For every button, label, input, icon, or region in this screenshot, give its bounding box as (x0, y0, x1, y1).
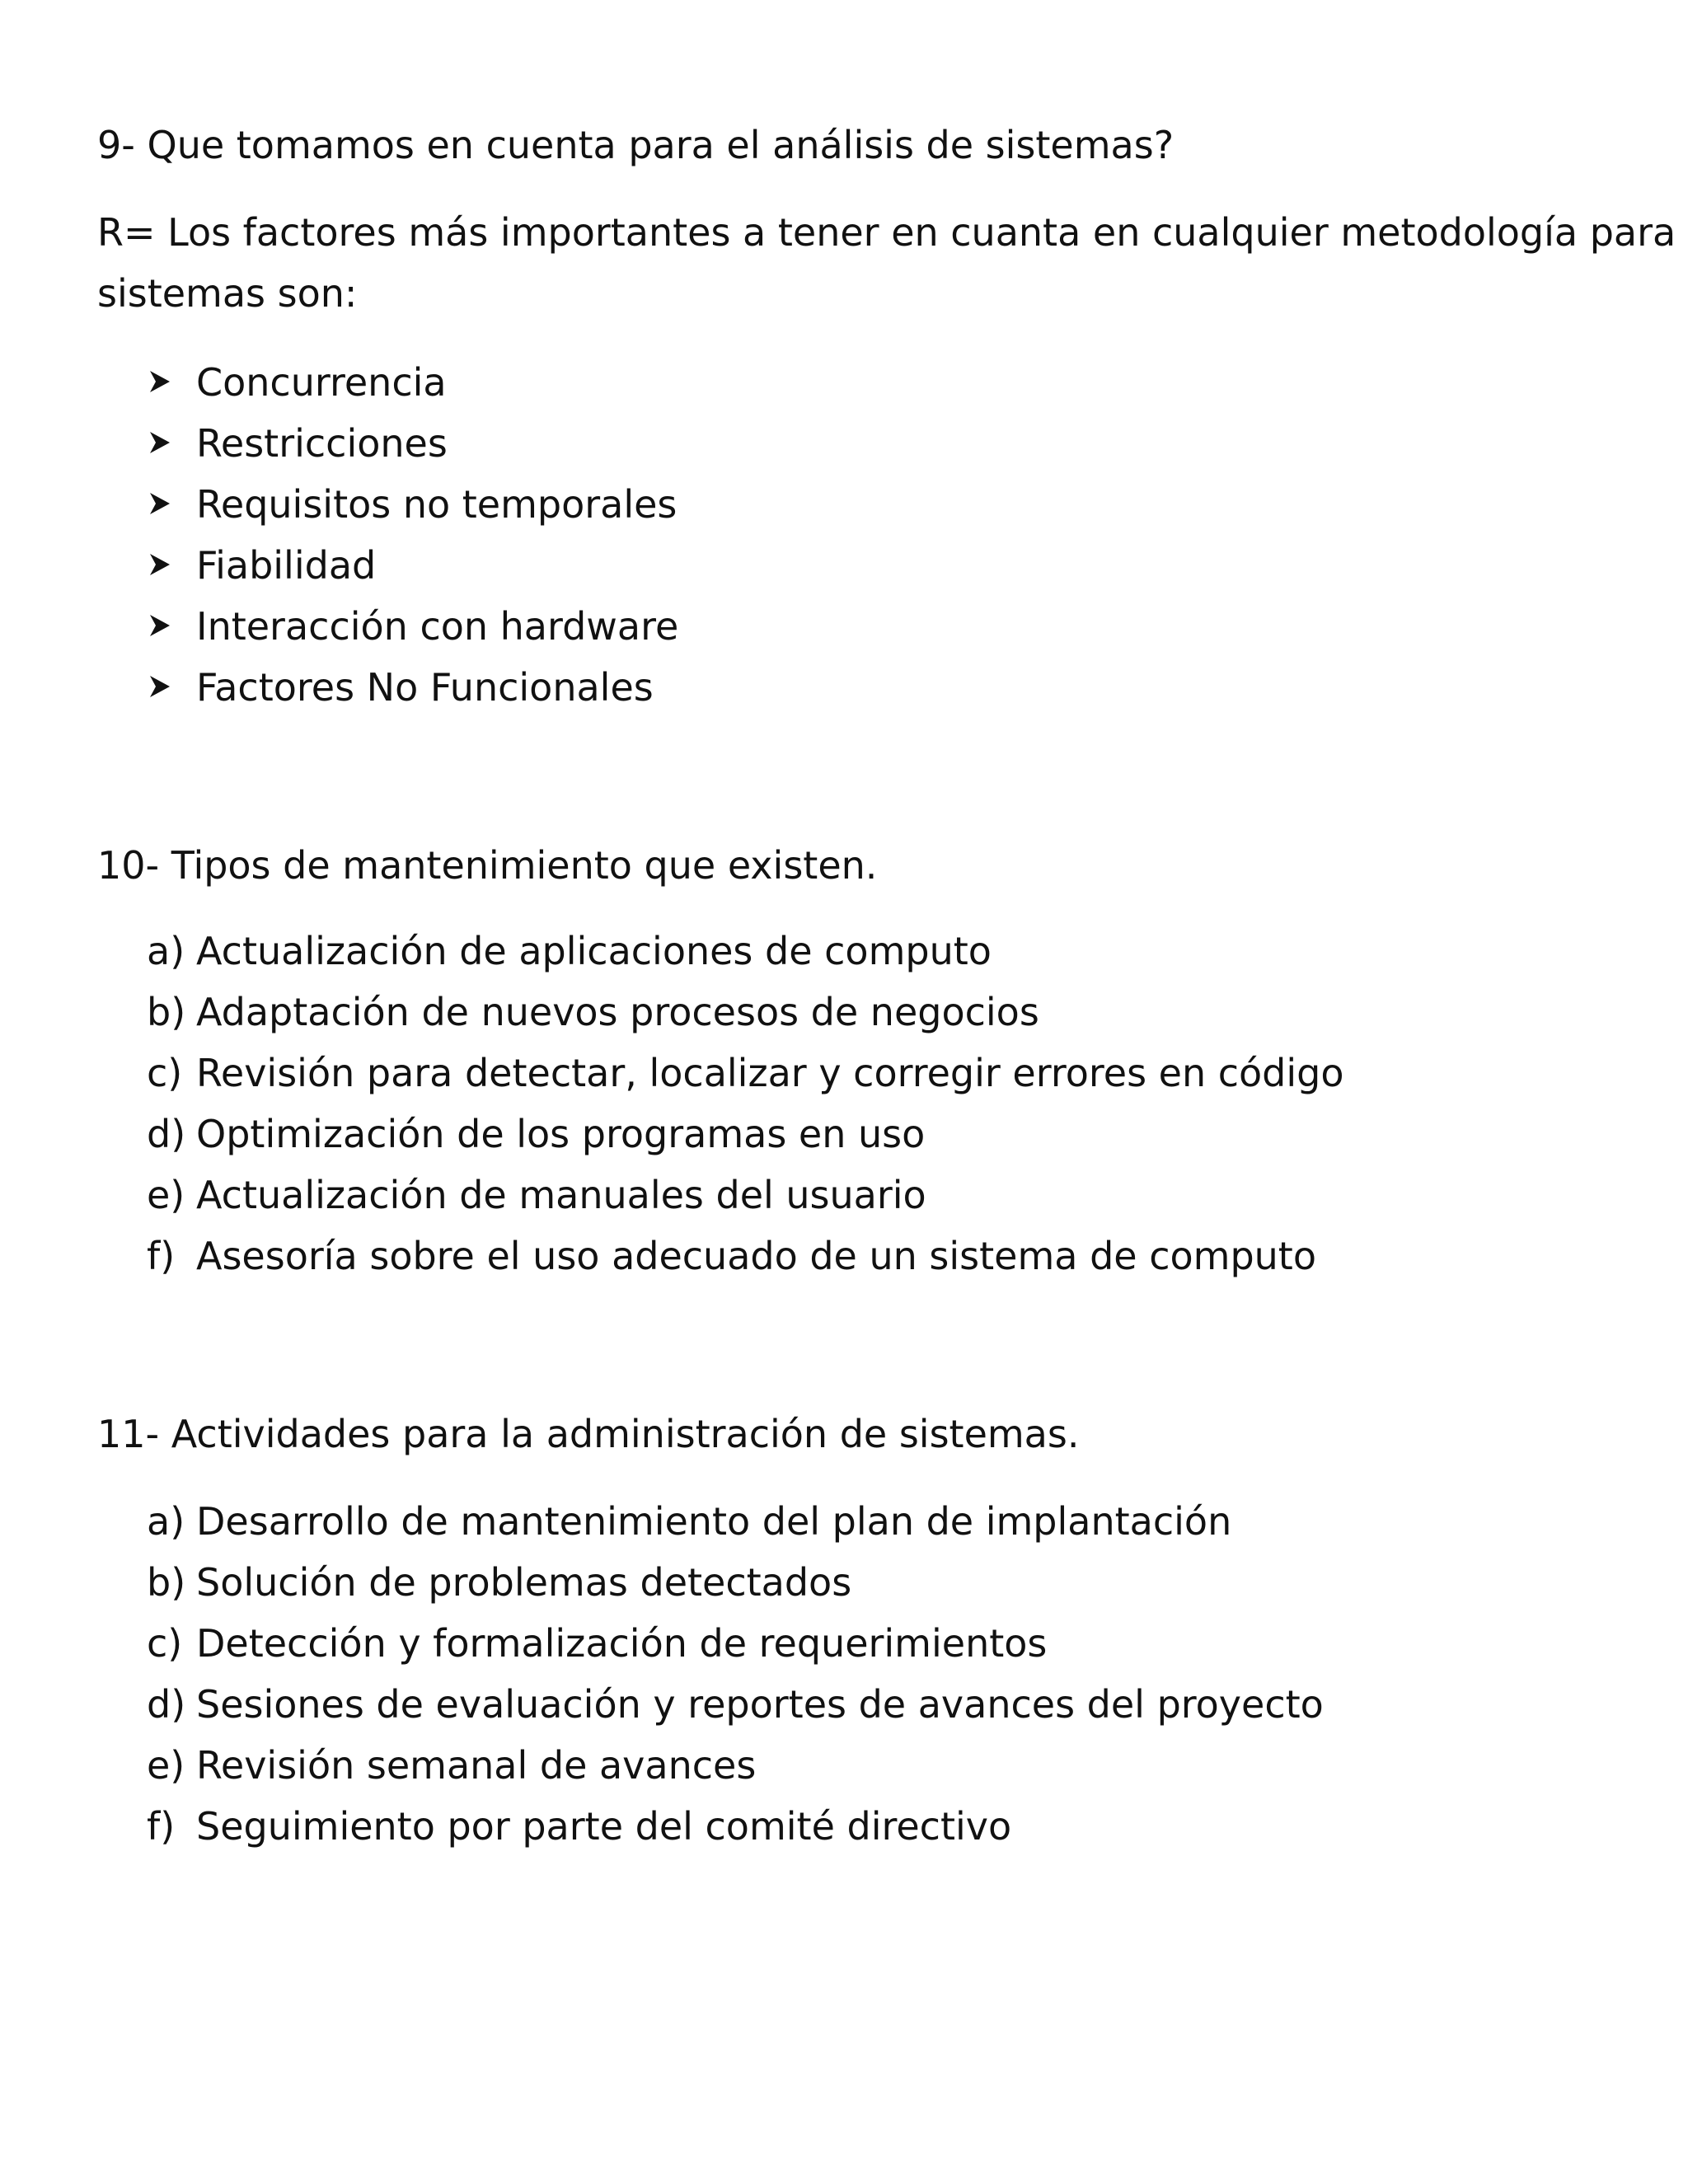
arrowhead-bullet-icon (148, 602, 175, 651)
question-9: 9- Que tomamos en cuenta para el análisis de sistemas? (97, 123, 1175, 167)
list-item: Adaptación de nuevos procesos de negocios (196, 990, 1039, 1034)
list-item: Restricciones (196, 421, 448, 466)
arrowhead-bullet-icon (148, 419, 175, 468)
list-item: Interacción con hardware (196, 604, 679, 649)
list-marker: f) (147, 1234, 176, 1278)
list-item: Optimización de los programas en uso (196, 1112, 926, 1156)
list-marker: d) (147, 1682, 186, 1727)
list-item: Actualización de aplicaciones de computo (196, 929, 992, 973)
list-marker: e) (147, 1743, 185, 1788)
list-item: Sesiones de evaluación y reportes de avances del proyecto (196, 1682, 1324, 1727)
list-item: Requisitos no temporales (196, 482, 678, 527)
answer-9-line-2: sistemas son: (97, 271, 358, 316)
arrowhead-bullet-icon (148, 480, 175, 529)
list-marker: b) (147, 990, 186, 1034)
list-item: Fiabilidad (196, 543, 377, 588)
list-item: Actualización de manuales del usuario (196, 1173, 926, 1217)
list-item: Asesoría sobre el uso adecuado de un sistema de computo (196, 1234, 1316, 1278)
list-item: Seguimiento por parte del comité directivo (196, 1804, 1012, 1849)
list-item: Concurrencia (196, 360, 447, 405)
list-item: Revisión semanal de avances (196, 1743, 757, 1788)
list-marker: a) (147, 1499, 185, 1544)
question-10: 10- Tipos de mantenimiento que existen. (97, 843, 878, 888)
list-marker: c) (147, 1621, 183, 1666)
list-marker: e) (147, 1173, 185, 1217)
list-item: Revisión para detectar, localizar y corregir errores en código (196, 1051, 1344, 1095)
list-marker: d) (147, 1112, 186, 1156)
list-item: Factores No Funcionales (196, 665, 654, 710)
arrowhead-bullet-icon (148, 663, 175, 712)
list-item: Detección y formalización de requerimientos (196, 1621, 1048, 1666)
list-marker: c) (147, 1051, 183, 1095)
list-item: Solución de problemas detectados (196, 1560, 852, 1605)
list-marker: b) (147, 1560, 186, 1605)
arrowhead-bullet-icon (148, 541, 175, 590)
question-11: 11- Actividades para la administración de sistemas. (97, 1412, 1080, 1456)
list-marker: a) (147, 929, 185, 973)
list-item: Desarrollo de mantenimiento del plan de implantación (196, 1499, 1232, 1544)
list-marker: f) (147, 1804, 176, 1849)
arrowhead-bullet-icon (148, 358, 175, 407)
answer-9-line-1: R= Los factores más importantes a tener en cuanta en cualquier metodología para (97, 210, 1676, 255)
